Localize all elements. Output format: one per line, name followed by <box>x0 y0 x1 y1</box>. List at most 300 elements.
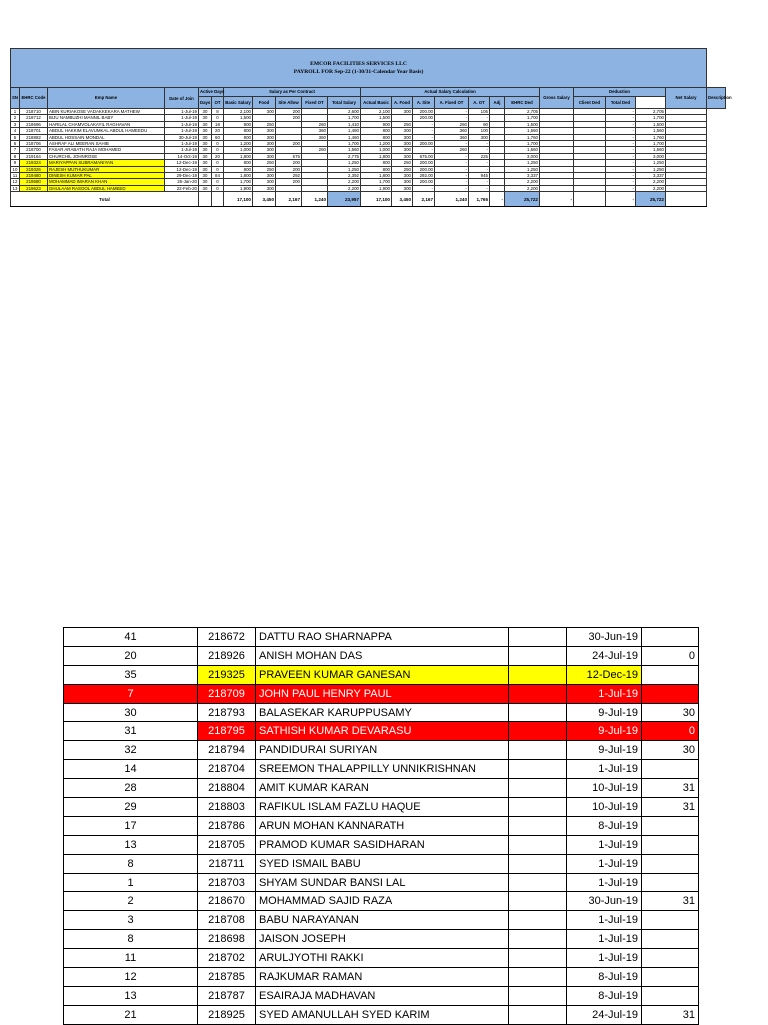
roster-row <box>64 684 699 703</box>
total-label: Total <box>11 192 199 207</box>
roster-name: SYED AMANULLAH SYED KARIM <box>256 1005 509 1024</box>
col-a-site: A. Site <box>413 97 435 109</box>
cell-net: 3,337 <box>636 173 666 179</box>
cell-doj: 1-Jul-19 <box>165 147 199 153</box>
cell-code: 219623 <box>20 185 48 191</box>
cell-code: 218882 <box>20 134 48 140</box>
roster-code: 218787 <box>198 986 256 1005</box>
roster-date: 9-Jul-19 <box>567 722 642 741</box>
cell-tded: - <box>606 109 636 115</box>
roster-row <box>64 986 699 1005</box>
cell-afot: 360 <box>435 134 469 140</box>
roster-blank <box>509 892 567 911</box>
cell-sn: 11 <box>11 173 20 179</box>
cell-doj: 1-Jul-19 <box>165 128 199 134</box>
roster-name: JOHN PAUL HENRY PAUL <box>256 684 509 703</box>
roster-blank <box>509 911 567 930</box>
cell-basic: 800 <box>224 134 253 140</box>
cell-tded: - <box>606 153 636 159</box>
cell-code: 218710 <box>20 109 48 115</box>
roster-row <box>64 911 699 930</box>
cell-ot: 8 <box>212 109 224 115</box>
cell-gross: 1,560 <box>505 128 540 134</box>
cell-net: 1,250 <box>636 160 666 166</box>
roster-blank <box>509 986 567 1005</box>
roster-name: PRAVEEN KUMAR GANESAN <box>256 665 509 684</box>
roster-code: 218708 <box>198 911 256 930</box>
roster-name: RAJKUMAR RAMAN <box>256 968 509 987</box>
cell-afot: - <box>435 141 469 147</box>
col-basic-salary: Basic Salary <box>224 97 253 109</box>
cell-ot: 0 <box>212 147 224 153</box>
roster-days: 31 <box>642 892 699 911</box>
roster-days <box>642 835 699 854</box>
total-empty <box>666 192 707 207</box>
cell-days: 30 <box>199 134 212 140</box>
roster-name: PANDIDURAI SURIYAN <box>256 741 509 760</box>
cell-sn: 9 <box>11 160 20 166</box>
roster-date: 24-Jul-19 <box>567 646 642 665</box>
roster-days <box>642 930 699 949</box>
roster-row <box>64 873 699 892</box>
cell-site: 200 <box>276 160 302 166</box>
roster-name: BABU NARAYANAN <box>256 911 509 930</box>
cell-food: 300 <box>253 179 276 185</box>
cell-code: 219324 <box>20 160 48 166</box>
cell-afood: 300 <box>392 128 413 134</box>
cell-fot: 260 <box>302 147 328 153</box>
cell-aot: - <box>469 185 490 191</box>
roster-days: 31 <box>642 798 699 817</box>
cell-asite: 200.00 <box>413 160 435 166</box>
cell-sn: 10 <box>11 166 20 172</box>
roster-date: 10-Jul-19 <box>567 798 642 817</box>
col-site-allow: Site Allow <box>276 97 302 109</box>
cell-net: 1,700 <box>636 141 666 147</box>
cell-aot: - <box>469 179 490 185</box>
cell-basic: 1,200 <box>224 141 253 147</box>
col-fixed-ot: Fixed OT <box>302 97 328 109</box>
roster-sl: 28 <box>64 779 198 798</box>
cell-doj: 22-Feb-20 <box>165 185 199 191</box>
cell-basic: 1,800 <box>224 153 253 159</box>
cell-afood: 300 <box>392 185 413 191</box>
col-emp-name: Emp Name <box>48 88 165 109</box>
roster-days <box>642 665 699 684</box>
total-fot: 1,240 <box>302 192 328 207</box>
cell-sn: 12 <box>11 179 20 185</box>
roster-date: 1-Jul-19 <box>567 760 642 779</box>
cell-tot: 1,560 <box>328 147 361 153</box>
cell-site: 292 <box>276 173 302 179</box>
cell-code: 218712 <box>20 115 48 121</box>
roster-date: 1-Jul-19 <box>567 930 642 949</box>
total-asite: 2,167 <box>413 192 435 207</box>
cell-tded: - <box>606 147 636 153</box>
cell-abasic: 1,800 <box>361 173 392 179</box>
roster-code: 218925 <box>198 1005 256 1024</box>
cell-doj: 26-Jan-20 <box>165 179 199 185</box>
cell-site: 200 <box>276 115 302 121</box>
roster-days <box>642 968 699 987</box>
cell-afood: 300 <box>392 109 413 115</box>
cell-tot: 2,200 <box>328 179 361 185</box>
cell-sn: 7 <box>11 147 20 153</box>
total-gross: 25,722 <box>505 192 540 207</box>
roster-date: 9-Jul-19 <box>567 703 642 722</box>
roster-name: ARULJYOTHI RAKKI <box>256 949 509 968</box>
cell-tot: 2,775 <box>328 153 361 159</box>
cell-fot: 360 <box>302 128 328 134</box>
cell-ot: 60 <box>212 134 224 140</box>
cell-asite: - <box>413 121 435 127</box>
roster-name: SATHISH KUMAR DEVARASU <box>256 722 509 741</box>
cell-aot: 300 <box>469 134 490 140</box>
roster-sl: 7 <box>64 684 198 703</box>
total-tot: 23,957 <box>328 192 361 207</box>
roster-date: 30-Jun-19 <box>567 892 642 911</box>
roster-name: ANISH MOHAN DAS <box>256 646 509 665</box>
roster-days <box>642 949 699 968</box>
cell-basic: 800 <box>224 128 253 134</box>
cell-asite: 200.00 <box>413 141 435 147</box>
total-abasic: 17,100 <box>361 192 392 207</box>
cell-doj: 12-Dec-19 <box>165 160 199 166</box>
total-site: 2,167 <box>276 192 302 207</box>
cell-doj: 1-Jul-19 <box>165 109 199 115</box>
cell-code: 219480 <box>20 173 48 179</box>
group-active-days: Active Days <box>199 88 224 97</box>
cell-code: 219580 <box>20 179 48 185</box>
roster-row <box>64 760 699 779</box>
cell-days: 30 <box>199 173 212 179</box>
cell-code: 219326 <box>20 166 48 172</box>
cell-gross: 1,760 <box>505 134 540 140</box>
cell-abasic: 800 <box>361 166 392 172</box>
roster-days: 31 <box>642 779 699 798</box>
cell-afot: - <box>435 160 469 166</box>
roster-name: DATTU RAO SHARNAPPA <box>256 628 509 647</box>
roster-blank <box>509 873 567 892</box>
cell-days: 30 <box>199 179 212 185</box>
cell-fot: 360 <box>302 134 328 140</box>
cell-tot: 2,200 <box>328 185 361 191</box>
cell-net: 1,760 <box>636 134 666 140</box>
cell-name: ABIN KURIAKOSE VADAKKEKARA MATHEW <box>48 109 165 115</box>
roster-sl: 11 <box>64 949 198 968</box>
roster-blank <box>509 684 567 703</box>
roster-blank <box>509 703 567 722</box>
roster-date: 8-Jul-19 <box>567 986 642 1005</box>
cell-name: GHULAAM RASOOL ABDUL HAMEED <box>48 185 165 191</box>
cell-doj: 30-Jul-19 <box>165 134 199 140</box>
roster-name: RAFIKUL ISLAM FAZLU HAQUE <box>256 798 509 817</box>
cell-days: 30 <box>199 185 212 191</box>
cell-days: 30 <box>199 153 212 159</box>
cell-afood: 300 <box>392 179 413 185</box>
col-days: Days <box>199 97 212 109</box>
roster-sl: 1 <box>64 873 198 892</box>
roster-blank <box>509 816 567 835</box>
roster-date: 12-Dec-19 <box>567 665 642 684</box>
col-a-food: A. Food <box>392 97 413 109</box>
col-food: Food <box>253 97 276 109</box>
cell-net: 3,000 <box>636 153 666 159</box>
cell-afood: 300 <box>392 134 413 140</box>
cell-tded: - <box>606 115 636 121</box>
cell-doj: 1-Jul-19 <box>165 141 199 147</box>
roster-name: SYED ISMAIL BABU <box>256 854 509 873</box>
cell-tded: - <box>606 173 636 179</box>
cell-food: 300 <box>253 109 276 115</box>
roster-row <box>64 835 699 854</box>
roster-blank <box>509 835 567 854</box>
col-description: Description <box>707 88 726 109</box>
roster-code: 218794 <box>198 741 256 760</box>
cell-sn: 3 <box>11 121 20 127</box>
group-salary-contract: Salary as Per Contract <box>224 88 361 97</box>
cell-ot: 20 <box>212 153 224 159</box>
cell-afot: 360 <box>435 128 469 134</box>
cell-food: 250 <box>253 160 276 166</box>
cell-aot: - <box>469 160 490 166</box>
total-empty <box>212 192 224 207</box>
total-tded: - <box>606 192 636 207</box>
cell-tot: 2,600 <box>328 109 361 115</box>
roster-days <box>642 911 699 930</box>
cell-ot: 0 <box>212 179 224 185</box>
cell-food: 300 <box>253 128 276 134</box>
roster-sl: 31 <box>64 722 198 741</box>
cell-site: 200 <box>276 179 302 185</box>
cell-ot: 84 <box>212 173 224 179</box>
col-total-ded: Total Ded <box>606 97 636 109</box>
cell-days: 30 <box>199 166 212 172</box>
cell-abasic: 800 <box>361 128 392 134</box>
cell-food: 300 <box>253 185 276 191</box>
cell-days: 30 <box>199 160 212 166</box>
cell-gross: 1,700 <box>505 115 540 121</box>
roster-blank <box>509 722 567 741</box>
cell-afot: - <box>435 173 469 179</box>
cell-aot: 100 <box>469 128 490 134</box>
roster-blank <box>509 779 567 798</box>
cell-site: 200 <box>276 141 302 147</box>
roster-row <box>64 949 699 968</box>
roster-days <box>642 873 699 892</box>
cell-tot: 1,700 <box>328 115 361 121</box>
cell-fot: 260 <box>302 121 328 127</box>
cell-afot: - <box>435 115 469 121</box>
cell-net: 1,560 <box>636 128 666 134</box>
roster-sheet <box>63 627 699 1025</box>
cell-ot: 0 <box>212 185 224 191</box>
roster-code: 218785 <box>198 968 256 987</box>
roster-row <box>64 968 699 987</box>
cell-aot: - <box>469 166 490 172</box>
roster-blank <box>509 646 567 665</box>
roster-body <box>64 628 699 1025</box>
roster-sl: 30 <box>64 703 198 722</box>
total-food: 3,450 <box>253 192 276 207</box>
cell-afot: 260 <box>435 121 469 127</box>
total-afot: 1,240 <box>435 192 469 207</box>
cell-aot: 225 <box>469 153 490 159</box>
company-name: EMCOR FACILITIES SERVICES LLC <box>310 61 407 67</box>
cell-tot: 1,700 <box>328 141 361 147</box>
roster-days <box>642 628 699 647</box>
cell-sn: 5 <box>11 134 20 140</box>
roster-code: 218803 <box>198 798 256 817</box>
total-empty <box>574 192 606 207</box>
roster-row <box>64 722 699 741</box>
cell-asite: - <box>413 128 435 134</box>
roster-blank <box>509 741 567 760</box>
cell-tded: - <box>606 121 636 127</box>
cell-ot: 0 <box>212 141 224 147</box>
cell-abasic: 1,000 <box>361 147 392 153</box>
cell-abasic: 1,800 <box>361 153 392 159</box>
col-gross-salary: Gross Salary <box>540 88 574 109</box>
cell-sn: 2 <box>11 115 20 121</box>
cell-asite: 200.00 <box>413 166 435 172</box>
cell-doj: 12-Dec-19 <box>165 166 199 172</box>
roster-sl: 8 <box>64 854 198 873</box>
cell-aot: 945 <box>469 173 490 179</box>
col-net-salary: Net Salary <box>666 88 707 109</box>
roster-code: 218704 <box>198 760 256 779</box>
roster-code: 218793 <box>198 703 256 722</box>
cell-ot: 20 <box>212 128 224 134</box>
roster-sl: 32 <box>64 741 198 760</box>
cell-afood: 250 <box>392 166 413 172</box>
roster-date: 24-Jul-19 <box>567 1005 642 1024</box>
cell-afot: - <box>435 153 469 159</box>
cell-sn: 13 <box>11 185 20 191</box>
roster-date: 1-Jul-19 <box>567 873 642 892</box>
cell-gross: 2,200 <box>505 179 540 185</box>
cell-asite: 675.00 <box>413 153 435 159</box>
roster-code: 218672 <box>198 628 256 647</box>
cell-food: 300 <box>253 153 276 159</box>
roster-days <box>642 986 699 1005</box>
roster-code: 218702 <box>198 949 256 968</box>
roster-date: 9-Jul-19 <box>567 741 642 760</box>
cell-code: 218706 <box>20 141 48 147</box>
cell-afot: - <box>435 109 469 115</box>
total-eded: - <box>540 192 574 207</box>
cell-afood: 300 <box>392 147 413 153</box>
roster-days <box>642 816 699 835</box>
total-adj: - <box>490 192 505 207</box>
cell-gross: 3,337 <box>505 173 540 179</box>
roster-date: 30-Jun-19 <box>567 628 642 647</box>
roster-blank <box>509 628 567 647</box>
cell-gross: 1,700 <box>505 141 540 147</box>
cell-abasic: 1,500 <box>361 115 392 121</box>
cell-afot: - <box>435 179 469 185</box>
roster-sl: 13 <box>64 835 198 854</box>
cell-ot: 18 <box>212 121 224 127</box>
col-date-of-join: Date of Join <box>165 88 199 109</box>
cell-sn: 4 <box>11 128 20 134</box>
cell-code: 219164 <box>20 153 48 159</box>
group-deduction: Deduction <box>574 88 666 97</box>
cell-gross: 2,705 <box>505 109 540 115</box>
cell-afood: 250 <box>392 121 413 127</box>
cell-net: 2,705 <box>636 109 666 115</box>
cell-afot: 260 <box>435 147 469 153</box>
cell-aot: - <box>469 141 490 147</box>
roster-name: AMIT KUMAR KARAN <box>256 779 509 798</box>
cell-doj: 1-Jul-19 <box>165 115 199 121</box>
group-actual-calc: Actual Salary Calculation <box>361 88 540 97</box>
cell-gross: 1,500 <box>505 121 540 127</box>
cell-name: ABDUL HOSSAIN MONDAL <box>48 134 165 140</box>
total-net: 25,722 <box>636 192 666 207</box>
total-basic: 17,100 <box>224 192 253 207</box>
roster-sl: 21 <box>64 1005 198 1024</box>
cell-gross: 1,250 <box>505 166 540 172</box>
cell-basic: 1,900 <box>224 185 253 191</box>
cell-aot: 105 <box>469 109 490 115</box>
roster-days: 31 <box>642 1005 699 1024</box>
cell-afood: 300 <box>392 173 413 179</box>
cell-aot: - <box>469 147 490 153</box>
roster-code: 218804 <box>198 779 256 798</box>
cell-abasic: 900 <box>361 121 392 127</box>
cell-name: DINESH KUMAR PAL <box>48 173 165 179</box>
roster-date: 8-Jul-19 <box>567 968 642 987</box>
cell-ot: 0 <box>212 166 224 172</box>
cell-afood: 250 <box>392 160 413 166</box>
cell-food: 250 <box>253 121 276 127</box>
roster-days: 30 <box>642 703 699 722</box>
roster-name: PRAMOD KUMAR SASIDHARAN <box>256 835 509 854</box>
roster-sl: 20 <box>64 646 198 665</box>
roster-row <box>64 816 699 835</box>
roster-name: ARUN MOHAN KANNARATH <box>256 816 509 835</box>
cell-name: BIJU NAMBUZHI MANNIL BABY <box>48 115 165 121</box>
cell-net: 1,560 <box>636 147 666 153</box>
roster-name: ESAIRAJA MADHAVAN <box>256 986 509 1005</box>
roster-blank <box>509 760 567 779</box>
cell-name: MARIYAPPAN SUBRAMANIYAN <box>48 160 165 166</box>
cell-days: 30 <box>199 147 212 153</box>
col-ehrc-code: EHRC Code <box>20 88 48 109</box>
cell-aot: 90 <box>469 121 490 127</box>
cell-sn: 1 <box>11 109 20 115</box>
cell-tot: 1,250 <box>328 160 361 166</box>
roster-sl: 8 <box>64 930 198 949</box>
roster-code: 219325 <box>198 665 256 684</box>
cell-tot: 1,460 <box>328 128 361 134</box>
cell-afood: 300 <box>392 141 413 147</box>
roster-days <box>642 854 699 873</box>
cell-asite: - <box>413 147 435 153</box>
roster-sl: 13 <box>64 986 198 1005</box>
roster-date: 1-Jul-19 <box>567 911 642 930</box>
cell-days: 30 <box>199 141 212 147</box>
roster-sl: 14 <box>64 760 198 779</box>
cell-abasic: 1,700 <box>361 179 392 185</box>
cell-abasic: 800 <box>361 134 392 140</box>
roster-blank <box>509 1005 567 1024</box>
roster-days: 0 <box>642 722 699 741</box>
cell-code: 218696 <box>20 121 48 127</box>
cell-name: RAJESH MUTHUKUMAR <box>48 166 165 172</box>
col-ot: OT <box>212 97 224 109</box>
